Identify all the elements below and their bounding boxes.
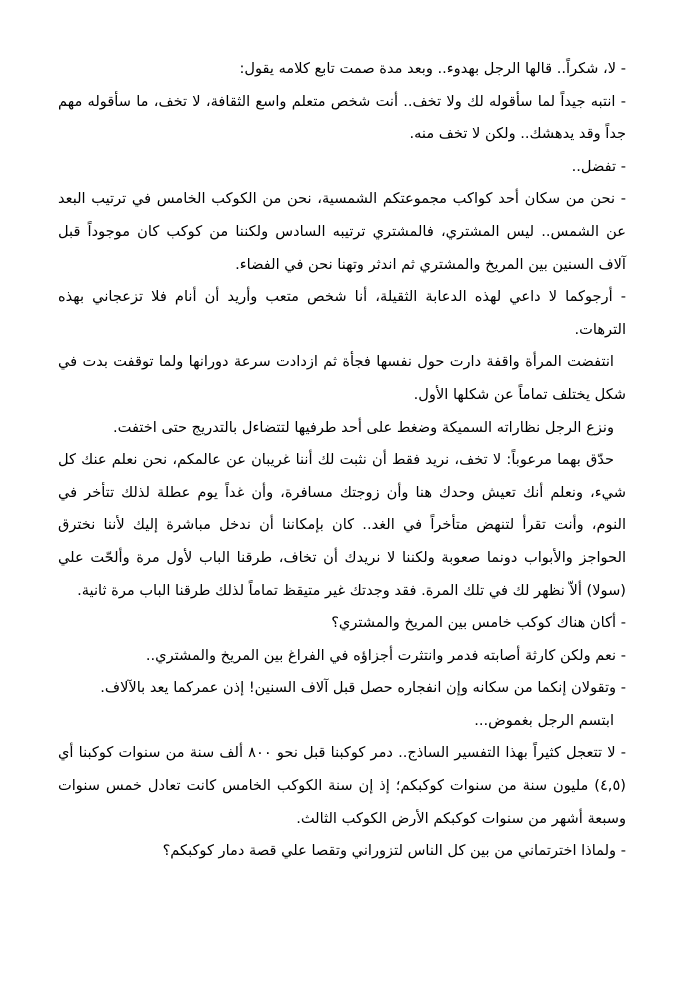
page-text	[58, 53, 626, 868]
dialogue-paragraph: - نعم ولكن كارثة أصابته فدمر وانتثرت أجزاؤه في الفراغ بين المريخ والمشتري..	[145, 646, 626, 664]
dialogue-paragraph: - ولماذا اخترتماني من بين كل الناس لتزوراني وتقصا علي قصة دمار كوكبكم؟	[162, 842, 626, 860]
narration-paragraph: انتفضت المرأة واقفة دارت حول نفسها فجأة ثم ازدادت سرعة دورانها ولما توقفت بدت في شكل يختلف تماماً عن شكلها الأول.	[58, 353, 626, 403]
narration-paragraph: حدّق بهما مرعوباً: لا تخف، نريد فقط أن نثبت لك أننا غريبان عن عالمكم، نحن نعلم عنك كل شيء، ونعلم أنك تعيش وحدك هنا وأن زوجتك مسافرة، وأن غداً يوم عطلة لذلك تتأخر في النوم، وأنت تقرأ لتنهض متأخراً في الغد.. كان بإمكاننا أن ندخل مباشرة إليك لأننا نخترق الحواجز والأبواب دونما صعوبة ولكننا لا نريدك أن تخاف، طرقنا الباب لأول مرة وألحّت علي (سولا) ألاّ نظهر لك في تلك المرة. فقد وجدتك غير متيقظ تماماً لذلك طرقنا الباب مرة ثانية.	[58, 451, 626, 599]
narration-paragraph: ونزع الرجل نظاراته السميكة وضغط على أحد طرفيها لتتضاءل بالتدريج حتى اختفت.	[112, 418, 614, 436]
dialogue-paragraph: - نحن من سكان أحد كواكب مجموعتكم الشمسية، نحن من الكوكب الخامس في ترتيب البعد عن الشمس.. ليس المشتري، فالمشتري ترتيبه السادس ولكننا من كوكب كان موجوداً قبل آلاف السنين بين المريخ والمشتري ثم اندثر وتهنا نحن في الفضاء.	[58, 190, 626, 273]
dialogue-paragraph: - لا، شكراً.. قالها الرجل بهدوء.. وبعد مدة صمت تابع كلامه يقول:	[239, 60, 626, 77]
dialogue-paragraph: - أرجوكما لا داعي لهذه الدعابة الثقيلة، أنا شخص متعب وأريد أن أنام فلا تزعجاني بهذه الترهات.	[58, 288, 626, 338]
dialogue-paragraph: - تفضل..	[571, 157, 626, 175]
dialogue-paragraph: - لا تتعجل كثيراً بهذا التفسير الساذج.. دمر كوكبنا قبل نحو ٨٠٠ ألف سنة من سنوات كوكبنا أي (٤,٥) مليون سنة من سنوات كوكبكم؛ إذ إن سنة الكوكب الخامس كانت تعادل خمس سنوات وسبعة أشهر من سنوات كوكبكم الأرض الكوكب الثالث.	[58, 744, 626, 827]
dialogue-paragraph: - أكان هناك كوكب خامس بين المريخ والمشتري؟	[331, 614, 626, 632]
dialogue-paragraph: - وتقولان إنكما من سكانه وإن انفجاره حصل قبل آلاف السنين! إذن عمركما يعد بالآلاف.	[100, 679, 626, 697]
dialogue-paragraph: - انتبه جيداً لما سأقوله لك ولا تخف.. أنت شخص متعلم واسع الثقافة، لا تخف، ما سأقوله مهم جداً وقد يدهشك.. ولكن لا تخف منه.	[58, 92, 626, 143]
narration-paragraph: ابتسم الرجل بغموض...	[474, 711, 614, 729]
